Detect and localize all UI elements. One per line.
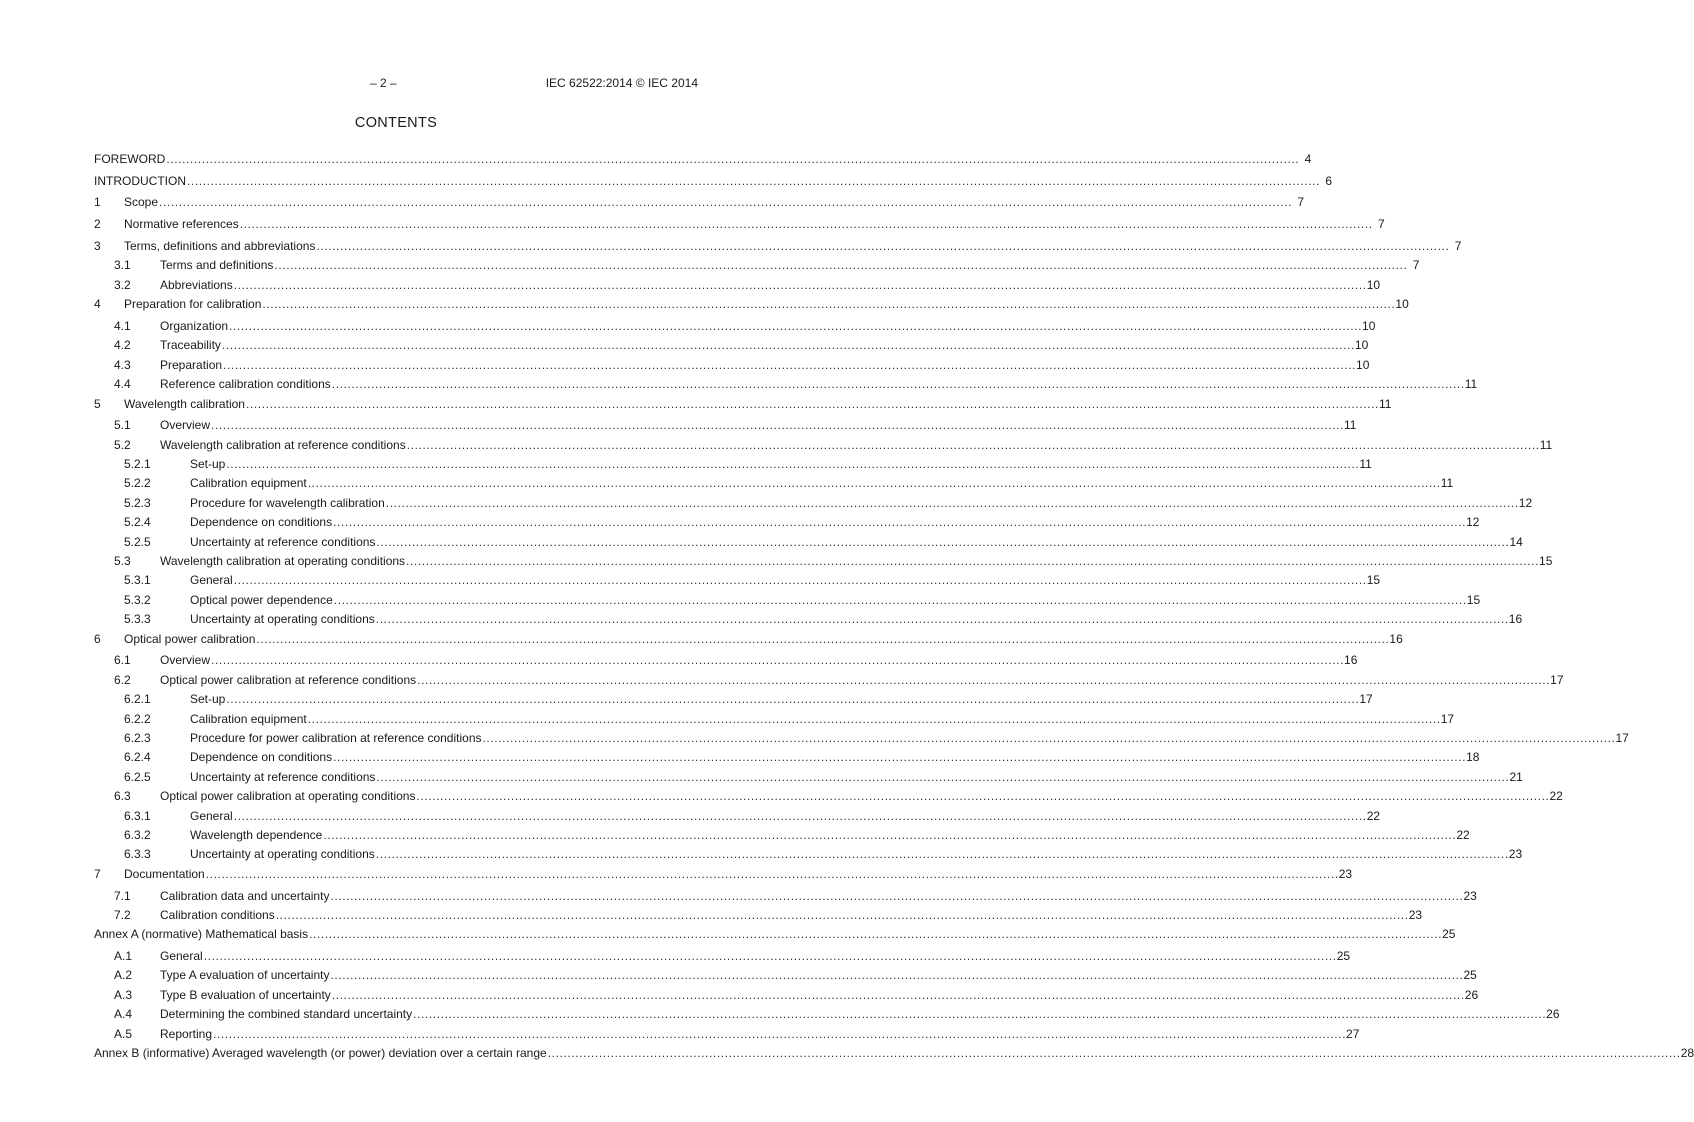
- toc-entry[interactable]: [94, 983, 1479, 1002]
- toc-dot-leader: ................................................................................................................................................................................................................................................................................................: [223, 357, 1357, 372]
- toc-entry-label: Abbreviations: [160, 277, 233, 292]
- toc-entry-page: 27: [1346, 1026, 1360, 1041]
- toc-dot-leader: ................................................................................................................................................................................................................................................................................................: [203, 949, 1337, 964]
- toc-entry-number: 5.1: [114, 418, 131, 433]
- toc-entry-page: 15: [1366, 573, 1381, 588]
- toc-entry-page: 17: [1550, 672, 1564, 687]
- toc-entry-label: General: [190, 573, 233, 588]
- toc-entry-page: 26: [1546, 1007, 1560, 1022]
- toc-entry-number: 5.3: [114, 554, 131, 569]
- toc-dot-leader: ................................................................................................................................................................................................................................................................................................: [331, 377, 1465, 392]
- toc-entry-number: 2: [94, 217, 101, 232]
- toc-entry-label: Wavelength calibration at operating conditions: [160, 554, 406, 569]
- toc-dot-leader: ................................................................................................................................................................................................................................................................................................: [330, 888, 1464, 903]
- toc-entry[interactable]: [94, 312, 1376, 334]
- toc-entry-label: Procedure for power calibration at reference conditions: [190, 730, 482, 745]
- toc-entry[interactable]: [94, 491, 1533, 510]
- toc-entry-number: A.2: [114, 968, 133, 983]
- toc-dot-leader: ................................................................................................................................................................................................................................................................................................: [256, 631, 1390, 646]
- toc-entry[interactable]: [94, 647, 1358, 669]
- toc-dot-leader: ................................................................................................................................................................................................................................................................................................: [307, 711, 1441, 726]
- toc-entry-number: 6.2.3: [124, 730, 151, 745]
- toc-entry[interactable]: [94, 1003, 1560, 1022]
- toc-entry[interactable]: [94, 210, 1385, 232]
- toc-entry-label: Calibration equipment: [190, 476, 307, 491]
- toc-entry-label: Reporting: [160, 1026, 213, 1041]
- toc-entry[interactable]: [94, 189, 1305, 211]
- toc-dot-leader: ................................................................................................................................................................................................................................................................................................: [375, 847, 1509, 862]
- toc-dot-leader: ................................................................................................................................................................................................................................................................................................: [213, 1026, 1347, 1041]
- toc-entry[interactable]: [94, 167, 1332, 189]
- toc-entry-page: 22: [1366, 808, 1381, 823]
- toc-entry-label: Optical power calibration at reference conditions: [160, 672, 417, 687]
- toc-entry-label: Type A evaluation of uncertainty: [160, 968, 330, 983]
- toc-dot-leader: ................................................................................................................................................................................................................................................................................................: [413, 1007, 1547, 1022]
- toc-entry[interactable]: [94, 254, 1420, 273]
- toc-entry[interactable]: [94, 433, 1553, 452]
- toc-entry[interactable]: [94, 453, 1372, 472]
- toc-dot-leader: ................................................................................................................................................................................................................................................................................................: [233, 277, 1367, 292]
- toc-entry-page: 17: [1359, 692, 1373, 707]
- toc-entry-label: Documentation: [124, 866, 205, 881]
- toc-dot-leader: ................................................................................................................................................................................................................................................................................................: [233, 573, 1367, 588]
- toc-dot-leader: ................................................................................................................................................................................................................................................................................................: [187, 173, 1320, 188]
- toc-entry[interactable]: [94, 412, 1357, 434]
- toc-dot-leader: ................................................................................................................................................................................................................................................................................................: [226, 457, 1360, 472]
- toc-dot-leader: ................................................................................................................................................................................................................................................................................................: [406, 554, 1540, 569]
- toc-entry-page: 12: [1518, 495, 1533, 510]
- toc-dot-leader: ................................................................................................................................................................................................................................................................................................: [333, 750, 1467, 765]
- toc-entry-number: A.4: [114, 1007, 133, 1022]
- toc-dot-leader: ................................................................................................................................................................................................................................................................................................: [385, 495, 1519, 510]
- toc-entry-label: Uncertainty at reference conditions: [190, 534, 376, 549]
- toc-entry-page: 12: [1466, 515, 1480, 530]
- toc-entry[interactable]: [94, 707, 1455, 726]
- toc-entry-label: Annex B (informative) Averaged wavelength (or power) deviation over a certain range: [94, 1046, 547, 1061]
- toc-entry-number: 6: [94, 631, 101, 646]
- toc-entry-label: FOREWORD: [94, 151, 166, 166]
- toc-entry-page: 10: [1395, 297, 1409, 312]
- toc-entry-label: Terms, definitions and abbreviations: [124, 238, 316, 253]
- toc-entry-page: 25: [1463, 968, 1477, 983]
- toc-entry[interactable]: [94, 232, 1462, 254]
- toc-dot-leader: ................................................................................................................................................................................................................................................................................................: [547, 1046, 1681, 1061]
- toc-entry[interactable]: [94, 804, 1381, 823]
- toc-entry[interactable]: [94, 882, 1477, 904]
- toc-entry-page: 11: [1440, 476, 1454, 491]
- toc-entry-page: 25: [1442, 927, 1456, 942]
- toc-entry-number: 6.2.5: [124, 769, 151, 784]
- toc-entry-label: Calibration equipment: [190, 711, 307, 726]
- toc-dot-leader: ................................................................................................................................................................................................................................................................................................: [406, 437, 1540, 452]
- toc-entry-page: 7: [1412, 258, 1420, 273]
- toc-entry[interactable]: [94, 824, 1470, 843]
- page-title: CONTENTS: [354, 115, 438, 131]
- toc-dot-leader: ................................................................................................................................................................................................................................................................................................: [239, 217, 1373, 232]
- toc-entry-page: 21: [1509, 769, 1523, 784]
- toc-entry[interactable]: [94, 964, 1477, 983]
- toc-entry-page: 6: [1325, 173, 1332, 188]
- toc-entry[interactable]: [94, 1042, 1694, 1061]
- toc-entry[interactable]: [94, 293, 1409, 312]
- toc-entry-number: 6.3: [114, 789, 131, 804]
- toc-dot-leader: ................................................................................................................................................................................................................................................................................................: [416, 789, 1550, 804]
- toc-entry[interactable]: [94, 727, 1629, 746]
- toc-entry-page: 10: [1362, 318, 1376, 333]
- toc-entry-number: 5.2: [114, 437, 131, 452]
- toc-entry-label: Traceability: [160, 338, 221, 353]
- toc-entry[interactable]: [94, 588, 1481, 607]
- toc-entry[interactable]: [94, 862, 1353, 881]
- toc-entry-page: 16: [1389, 631, 1403, 646]
- toc-dot-leader: ................................................................................................................................................................................................................................................................................................: [309, 927, 1443, 942]
- toc-entry-page: 11: [1464, 377, 1478, 392]
- toc-entry-label: Determining the combined standard uncertainty: [160, 1007, 413, 1022]
- toc-entry[interactable]: [94, 530, 1523, 549]
- toc-entry-page: 15: [1539, 554, 1553, 569]
- toc-entry-page: 23: [1408, 907, 1423, 922]
- toc-entry-number: A.3: [114, 987, 133, 1002]
- toc-entry-page: 7: [1454, 238, 1462, 253]
- toc-entry-number: 6.2.1: [124, 692, 151, 707]
- toc-entry-label: Optical power dependence: [190, 592, 333, 607]
- toc-entry-page: 14: [1509, 534, 1523, 549]
- toc-dot-leader: ................................................................................................................................................................................................................................................................................................: [221, 338, 1355, 353]
- toc-entry-label: Wavelength calibration: [124, 396, 245, 411]
- toc-entry[interactable]: [94, 923, 1456, 942]
- toc-entry-number: 4.1: [114, 318, 131, 333]
- toc-entry-number: 6.1: [114, 653, 131, 668]
- toc-entry-page: 11: [1378, 396, 1392, 411]
- toc-entry[interactable]: [94, 904, 1423, 923]
- toc-entry-page: 23: [1463, 888, 1477, 903]
- toc-entry-number: 4.2: [114, 338, 131, 353]
- toc-entry[interactable]: [94, 550, 1553, 569]
- toc-entry-label: Optical power calibration: [124, 631, 256, 646]
- toc-entry-label: General: [190, 808, 233, 823]
- toc-entry[interactable]: [94, 627, 1403, 646]
- toc-entry-page: 7: [1297, 195, 1305, 210]
- toc-entry-page: 18: [1466, 750, 1480, 765]
- toc-entry[interactable]: [94, 668, 1564, 687]
- toc-entry-page: 22: [1549, 789, 1563, 804]
- toc-dot-leader: ................................................................................................................................................................................................................................................................................................: [166, 151, 1300, 166]
- toc-entry[interactable]: [94, 511, 1480, 530]
- toc-dot-leader: ................................................................................................................................................................................................................................................................................................: [274, 258, 1408, 273]
- toc-entry-page: 17: [1615, 730, 1629, 745]
- toc-entry-number: 6.2.2: [124, 711, 151, 726]
- toc-entry-label: Overview: [160, 418, 211, 433]
- toc-entry-page: 16: [1344, 653, 1358, 668]
- toc-entry-page: 23: [1508, 847, 1523, 862]
- toc-entry[interactable]: [94, 145, 1312, 167]
- toc-entry-number: 1: [94, 195, 101, 210]
- toc-entry-page: 11: [1539, 437, 1553, 452]
- toc-entry-number: 6.2: [114, 672, 131, 687]
- toc-entry-label: Scope: [124, 195, 159, 210]
- toc-dot-leader: ................................................................................................................................................................................................................................................................................................: [330, 968, 1464, 983]
- toc-entry[interactable]: [94, 1022, 1360, 1041]
- toc-dot-leader: ................................................................................................................................................................................................................................................................................................: [376, 769, 1510, 784]
- toc-entry-label: Calibration conditions: [160, 907, 275, 922]
- toc-entry-label: General: [160, 949, 203, 964]
- toc-entry-page: 4: [1304, 151, 1312, 166]
- toc-entry[interactable]: [94, 273, 1381, 292]
- toc-dot-leader: ................................................................................................................................................................................................................................................................................................: [233, 808, 1367, 823]
- toc-entry-number: 5: [94, 396, 101, 411]
- toc-entry-label: Procedure for wavelength calibration: [190, 495, 385, 510]
- toc-entry-number: 4.4: [114, 377, 131, 392]
- toc-entry-label: Uncertainty at reference conditions: [190, 769, 376, 784]
- toc-entry-page: 10: [1366, 277, 1381, 292]
- toc-dot-leader: ................................................................................................................................................................................................................................................................................................: [229, 318, 1363, 333]
- toc-entry[interactable]: [94, 746, 1480, 765]
- toc-entry-number: 7.2: [114, 907, 131, 922]
- toc-entry-page: 7: [1378, 217, 1385, 232]
- toc-entry-number: 3.2: [114, 277, 131, 292]
- toc-entry[interactable]: [94, 334, 1369, 353]
- toc-entry[interactable]: [94, 472, 1454, 491]
- toc-entry[interactable]: [94, 942, 1351, 964]
- toc-entry[interactable]: [94, 765, 1523, 784]
- toc-entry-label: INTRODUCTION: [94, 173, 186, 188]
- toc-dot-leader: ................................................................................................................................................................................................................................................................................................: [211, 418, 1345, 433]
- toc-entry-label: Wavelength calibration at reference conditions: [160, 437, 406, 452]
- toc-entry[interactable]: [94, 843, 1523, 862]
- toc-dot-leader: ................................................................................................................................................................................................................................................................................................: [226, 692, 1360, 707]
- toc-entry-page: 10: [1354, 338, 1369, 353]
- toc-entry-number: A.1: [114, 949, 133, 964]
- toc-entry-number: 6.3.1: [124, 808, 151, 823]
- toc-entry-label: Uncertainty at operating conditions: [190, 847, 375, 862]
- toc-entry-number: 5.2.1: [124, 457, 151, 472]
- toc-entry[interactable]: [94, 353, 1370, 372]
- toc-entry-label: Terms and definitions: [160, 258, 274, 273]
- toc-entry-label: Set-up: [190, 692, 226, 707]
- toc-entry-page: 23: [1338, 866, 1353, 881]
- toc-entry-label: Uncertainty at operating conditions: [190, 612, 375, 627]
- toc-dot-leader: ................................................................................................................................................................................................................................................................................................: [376, 534, 1510, 549]
- toc-entry[interactable]: [94, 688, 1373, 707]
- toc-entry-label: Preparation for calibration: [124, 297, 262, 312]
- toc-entry-number: 5.3.2: [124, 592, 151, 607]
- toc-entry-page: 26: [1464, 987, 1479, 1002]
- toc-entry-page: 15: [1466, 592, 1481, 607]
- toc-dot-leader: ................................................................................................................................................................................................................................................................................................: [331, 987, 1465, 1002]
- toc-entry-number: 7: [94, 866, 101, 881]
- toc-entry-page: 17: [1440, 711, 1455, 726]
- toc-entry-page: 22: [1456, 827, 1470, 842]
- toc-entry-number: 4: [94, 297, 101, 312]
- toc-dot-leader: ................................................................................................................................................................................................................................................................................................: [275, 907, 1409, 922]
- document-id: IEC 62522:2014 © IEC 2014: [545, 76, 698, 90]
- toc-entry-number: 7.1: [114, 888, 131, 903]
- toc-entry-page: 25: [1336, 949, 1351, 964]
- toc-entry-number: 5.3.1: [124, 573, 151, 588]
- toc-entry-number: 5.2.2: [124, 476, 151, 491]
- toc-entry[interactable]: [94, 608, 1523, 627]
- toc-entry-number: A.5: [114, 1026, 133, 1041]
- toc-entry-label: Preparation: [160, 357, 223, 372]
- toc-dot-leader: ................................................................................................................................................................................................................................................................................................: [333, 515, 1467, 530]
- toc-dot-leader: ................................................................................................................................................................................................................................................................................................: [245, 396, 1379, 411]
- toc-entry-label: Type B evaluation of uncertainty: [160, 987, 331, 1002]
- toc-entry[interactable]: [94, 392, 1392, 411]
- page-number: – 2 –: [370, 76, 397, 90]
- toc-entry-label: Wavelength dependence: [190, 827, 323, 842]
- toc-entry-number: 3.1: [114, 258, 131, 273]
- toc-entry-number: 5.3.3: [124, 612, 151, 627]
- toc-dot-leader: ................................................................................................................................................................................................................................................................................................: [159, 195, 1293, 210]
- toc-entry-number: 5.2.3: [124, 495, 151, 510]
- toc-entry-label: Calibration data and uncertainty: [160, 888, 330, 903]
- toc-entry-label: Annex A (normative) Mathematical basis: [94, 927, 309, 942]
- toc-dot-leader: ................................................................................................................................................................................................................................................................................................: [375, 612, 1509, 627]
- toc-entry-label: Dependence on conditions: [190, 515, 333, 530]
- toc-entry-label: Reference calibration conditions: [160, 377, 331, 392]
- toc-dot-leader: ................................................................................................................................................................................................................................................................................................: [482, 730, 1616, 745]
- toc-entry-page: 10: [1356, 357, 1370, 372]
- toc-entry-label: Dependence on conditions: [190, 750, 333, 765]
- toc-dot-leader: ................................................................................................................................................................................................................................................................................................: [333, 592, 1467, 607]
- toc-entry-number: 4.3: [114, 357, 131, 372]
- toc-entry-label: Overview: [160, 653, 211, 668]
- toc-entry-page: 28: [1680, 1046, 1694, 1061]
- table-of-contents: [94, 145, 1694, 1061]
- toc-entry-number: 6.3.2: [124, 827, 151, 842]
- toc-entry-number: 3: [94, 238, 101, 253]
- toc-entry[interactable]: [94, 785, 1563, 804]
- toc-dot-leader: ................................................................................................................................................................................................................................................................................................: [211, 653, 1345, 668]
- toc-dot-leader: ................................................................................................................................................................................................................................................................................................: [316, 238, 1450, 253]
- toc-entry-page: 16: [1508, 612, 1523, 627]
- toc-dot-leader: ................................................................................................................................................................................................................................................................................................: [205, 866, 1339, 881]
- toc-entry-number: 5.2.5: [124, 534, 151, 549]
- toc-entry-label: Organization: [160, 318, 229, 333]
- toc-entry-label: Set-up: [190, 457, 226, 472]
- toc-dot-leader: ................................................................................................................................................................................................................................................................................................: [307, 476, 1441, 491]
- toc-entry[interactable]: [94, 569, 1381, 588]
- page-header: [94, 76, 698, 92]
- toc-entry-number: 5.2.4: [124, 515, 151, 530]
- toc-entry-label: Normative references: [124, 217, 239, 232]
- toc-entry-label: Optical power calibration at operating conditions: [160, 789, 416, 804]
- toc-dot-leader: ................................................................................................................................................................................................................................................................................................: [417, 672, 1551, 687]
- toc-entry[interactable]: [94, 373, 1478, 392]
- toc-dot-leader: ................................................................................................................................................................................................................................................................................................: [262, 297, 1396, 312]
- toc-entry-page: 11: [1344, 418, 1357, 433]
- toc-dot-leader: ................................................................................................................................................................................................................................................................................................: [323, 827, 1457, 842]
- toc-entry-number: 6.2.4: [124, 750, 151, 765]
- toc-entry-number: 6.3.3: [124, 847, 151, 862]
- toc-entry-page: 11: [1359, 457, 1372, 472]
